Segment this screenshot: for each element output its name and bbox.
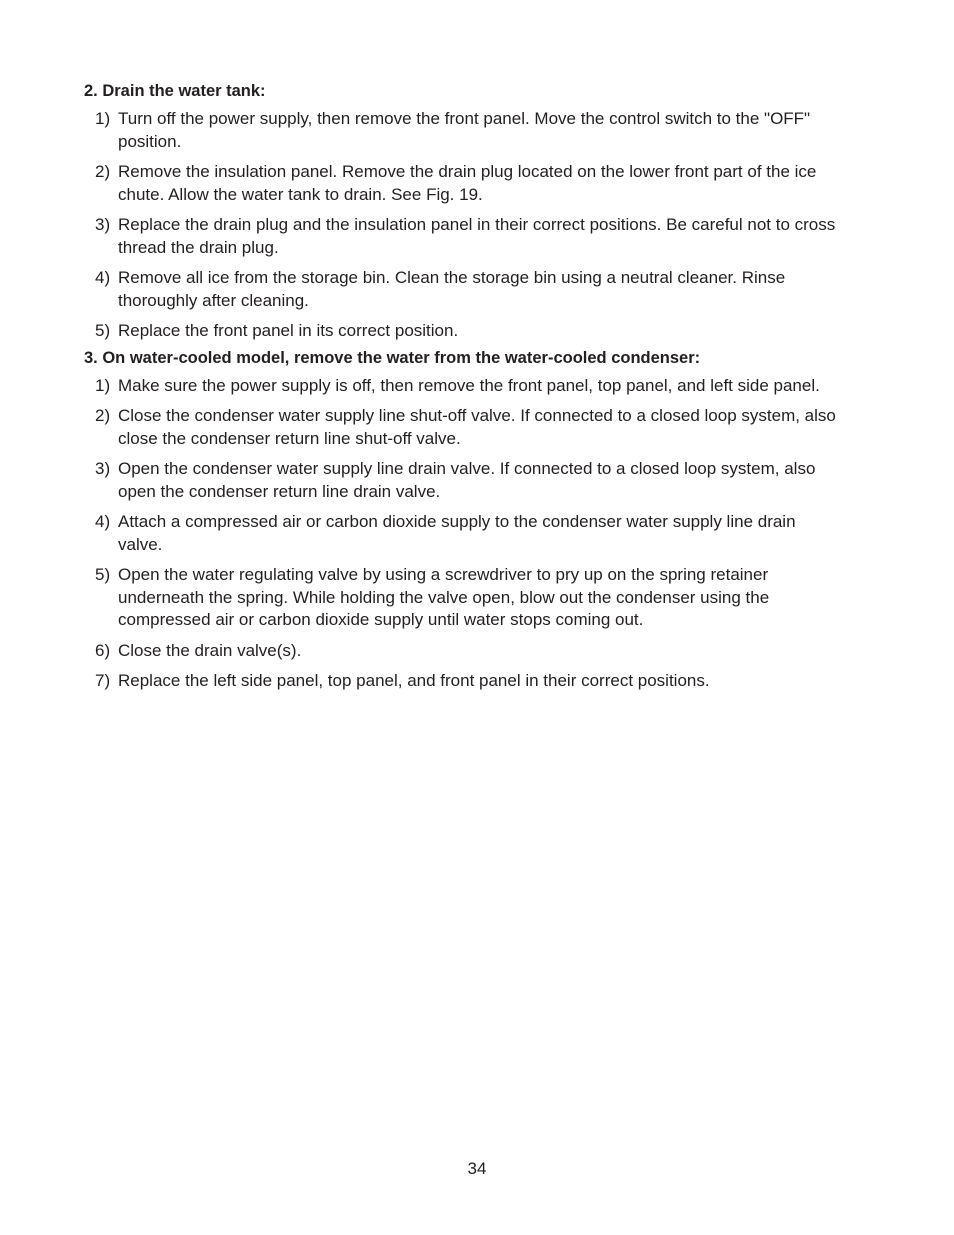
- steps-list-drain-water-tank: [84, 108, 844, 343]
- page-number: 34: [467, 1159, 487, 1178]
- step-number: 6): [95, 640, 111, 660]
- step-number: 2): [95, 406, 111, 425]
- step-item: [84, 670, 844, 693]
- step-number: 2): [95, 162, 111, 181]
- step-number: 3): [95, 215, 111, 234]
- section-heading-drain-water-tank: 2. Drain the water tank:: [84, 82, 266, 100]
- step-text: Close the condenser water supply line shut-off valve. If connected to a closed loop system, also close the condenser return line shut-off valve.: [118, 406, 836, 448]
- step-number: 4): [95, 268, 111, 287]
- step-text: Turn off the power supply, then remove the front panel. Move the control switch to the "OFF" position.: [118, 109, 811, 151]
- step-text: Close the drain valve(s).: [118, 640, 302, 660]
- step-item: [84, 458, 844, 503]
- step-number: 5): [95, 321, 111, 340]
- step-item: [84, 108, 844, 153]
- step-item: [84, 161, 844, 206]
- step-item: [84, 405, 844, 450]
- step-text: Replace the front panel in its correct position.: [118, 321, 459, 340]
- step-item: [84, 214, 844, 259]
- step-number: 7): [95, 671, 111, 690]
- step-number: 4): [95, 512, 111, 531]
- step-text: Remove all ice from the storage bin. Clean the storage bin using a neutral cleaner. Rinse thoroughly after cleaning.: [118, 268, 786, 310]
- step-item: [84, 640, 844, 663]
- step-item: [84, 267, 844, 312]
- step-text: Remove the insulation panel. Remove the drain plug located on the lower front part of the ice chute. Allow the water tank to drain. See Fig. 19.: [118, 162, 817, 204]
- step-text: Replace the drain plug and the insulation panel in their correct positions. Be careful not to cross thread the drain plug.: [118, 215, 836, 257]
- step-text: Replace the left side panel, top panel, and front panel in their correct positions.: [118, 671, 710, 690]
- step-number: 5): [95, 565, 111, 584]
- step-number: 3): [95, 459, 111, 478]
- step-text: Open the condenser water supply line drain valve. If connected to a closed loop system, also open the condenser return line drain valve.: [118, 459, 816, 501]
- step-number: 1): [95, 109, 111, 128]
- step-item: [84, 564, 844, 632]
- step-text: Make sure the power supply is off, then remove the front panel, top panel, and left side panel.: [118, 375, 820, 395]
- step-item: [84, 375, 844, 398]
- step-number: 1): [95, 375, 111, 395]
- steps-list-water-cooled-condenser: [84, 375, 844, 693]
- step-text: Open the water regulating valve by using a screwdriver to pry up on the spring retainer underneath the spring. While holding the valve open, blow out the condenser using the compressed air or carbon dioxide supply until water stops coming out.: [118, 565, 770, 629]
- page-content: [84, 80, 844, 693]
- step-item: [84, 511, 844, 556]
- step-text: Attach a compressed air or carbon dioxide supply to the condenser water supply line drain valve.: [118, 512, 796, 554]
- step-item: [84, 320, 844, 343]
- section-heading-water-cooled-condenser: 3. On water-cooled model, remove the water from the water-cooled condenser:: [84, 348, 701, 367]
